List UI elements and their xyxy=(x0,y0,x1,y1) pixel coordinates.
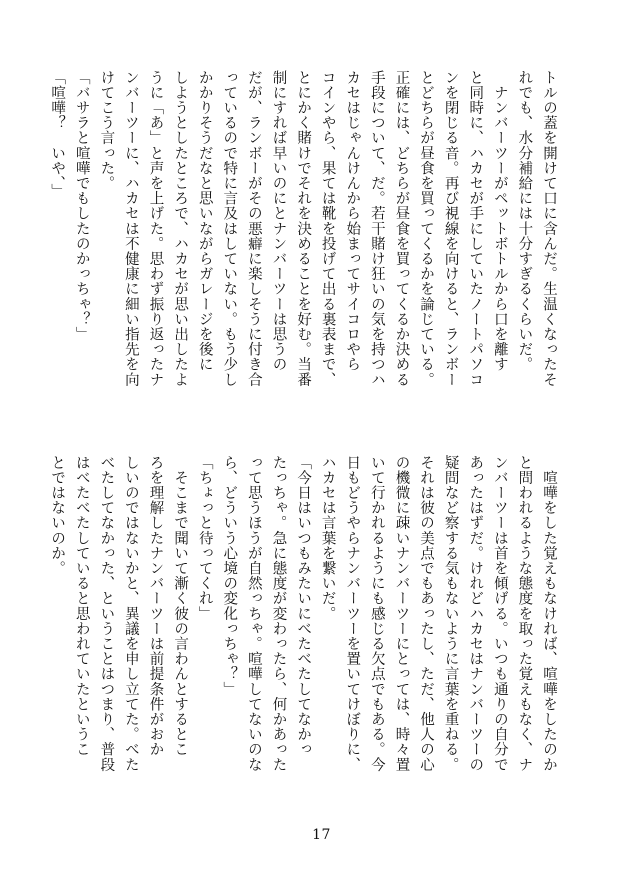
text-column: ろを理解したナンバーツーは前提条件がおか xyxy=(147,455,164,757)
text-column: それは彼の美点でもあったし、ただ、他人の心 xyxy=(418,455,435,773)
text-column: うに「あ」と声を上げた。思わず振り返ったナ xyxy=(147,70,164,388)
text-column: 「バサラと喧嘩でもしたのかっちゃ？」 xyxy=(73,70,90,342)
text-column: 「今日はいつもみたいにべたべたしてなかっ xyxy=(295,455,312,757)
text-column: べたしてなかった、ということはつまり、普段 xyxy=(98,455,115,773)
text-column: しようとしたところで、ハカセが思い出したよ xyxy=(172,70,189,388)
text-column: 手段について、だ。若干賭け狂いの気を持つハ xyxy=(368,70,385,388)
text-column: の機微に疎いナンバーツーにとっては、時々置 xyxy=(393,455,410,773)
text-column: っているので特に言及はしていない。もう少し xyxy=(221,70,238,388)
lower-text-block xyxy=(45,455,561,805)
text-column: 「ちょっと待ってくれ」 xyxy=(196,455,213,622)
text-column: そこまで聞いて漸く彼の言わんとするとこ xyxy=(172,455,189,757)
text-column: 疑問など察する気もないように言葉を重ねる。 xyxy=(442,455,459,773)
text-column: ナンバーツーがペットボトルから口を離す xyxy=(491,70,508,372)
text-column: トルの蓋を開けて口に含んだ。生温くなったそ xyxy=(541,70,557,388)
text-column: 「喧嘩？ いや、」 xyxy=(49,70,66,199)
text-column: だが、ランボーがその悪癖に楽しそうに付き合 xyxy=(245,70,262,388)
text-column: とではないのか。 xyxy=(49,455,66,576)
text-column: ンバーツーは首を傾げる。いつも通りの自分で xyxy=(491,455,508,773)
text-column: ら、どういう心境の変化っちゃ？」 xyxy=(221,455,238,697)
text-column: とどちらが昼食を買ってくるかを論じている。 xyxy=(418,70,435,388)
text-column: いて行かれるようにも感じる欠点でもある。今 xyxy=(368,455,385,773)
text-column: カセはじゃんけんから始まってサイコロやら xyxy=(344,70,361,372)
page-number: 17 xyxy=(312,827,331,843)
text-column: 制にすれば早いのにとナンバーツーは思うの xyxy=(270,70,287,372)
text-column: ンを閉じる音。再び視線を向けると、ランボー xyxy=(442,70,459,388)
text-column: しいのではないかと、異議を申し立てた。べた xyxy=(122,455,139,773)
text-column: ハカセは言葉を繋いだ。 xyxy=(319,455,336,622)
text-column: あったはずだ。けれどハカセはナンバーツーの xyxy=(467,455,484,773)
text-column: 正確には、どちらが昼食を買ってくるか決める xyxy=(393,70,410,388)
text-column: とにかく賭けでそれを決めることを好む。当番 xyxy=(295,70,312,388)
text-column: ンバーツーに、ハカセは不健康に細い指先を向 xyxy=(122,70,139,388)
text-column: コインやら、果ては靴を投げて出る裏表まで、 xyxy=(319,70,336,388)
text-column: れでも、水分補給には十分すぎるくらいだ。 xyxy=(516,70,533,372)
text-column: と同時に、ハカセが手にしていたノートパソコ xyxy=(467,70,484,388)
text-column: と問われるような態度を取った覚えもなく、ナ xyxy=(516,455,533,773)
text-column: 喧嘩をした覚えもなければ、喧嘩をしたのか xyxy=(541,455,557,773)
text-column: かかりそうだなと思いながらガレージを後に xyxy=(196,70,213,372)
text-column: はべたべたしていると思われていたというこ xyxy=(73,455,90,757)
upper-text-block xyxy=(45,70,561,420)
text-column: って思うほうが自然っちゃ。喧嘩してないのな xyxy=(245,455,262,773)
text-column: けてこう言った。 xyxy=(98,70,115,191)
text-column: 日もどうやらナンバーツーを置いてけぼりに、 xyxy=(344,455,361,773)
text-column: たっちゃ。急に態度が変わったら、何かあった xyxy=(270,455,287,773)
